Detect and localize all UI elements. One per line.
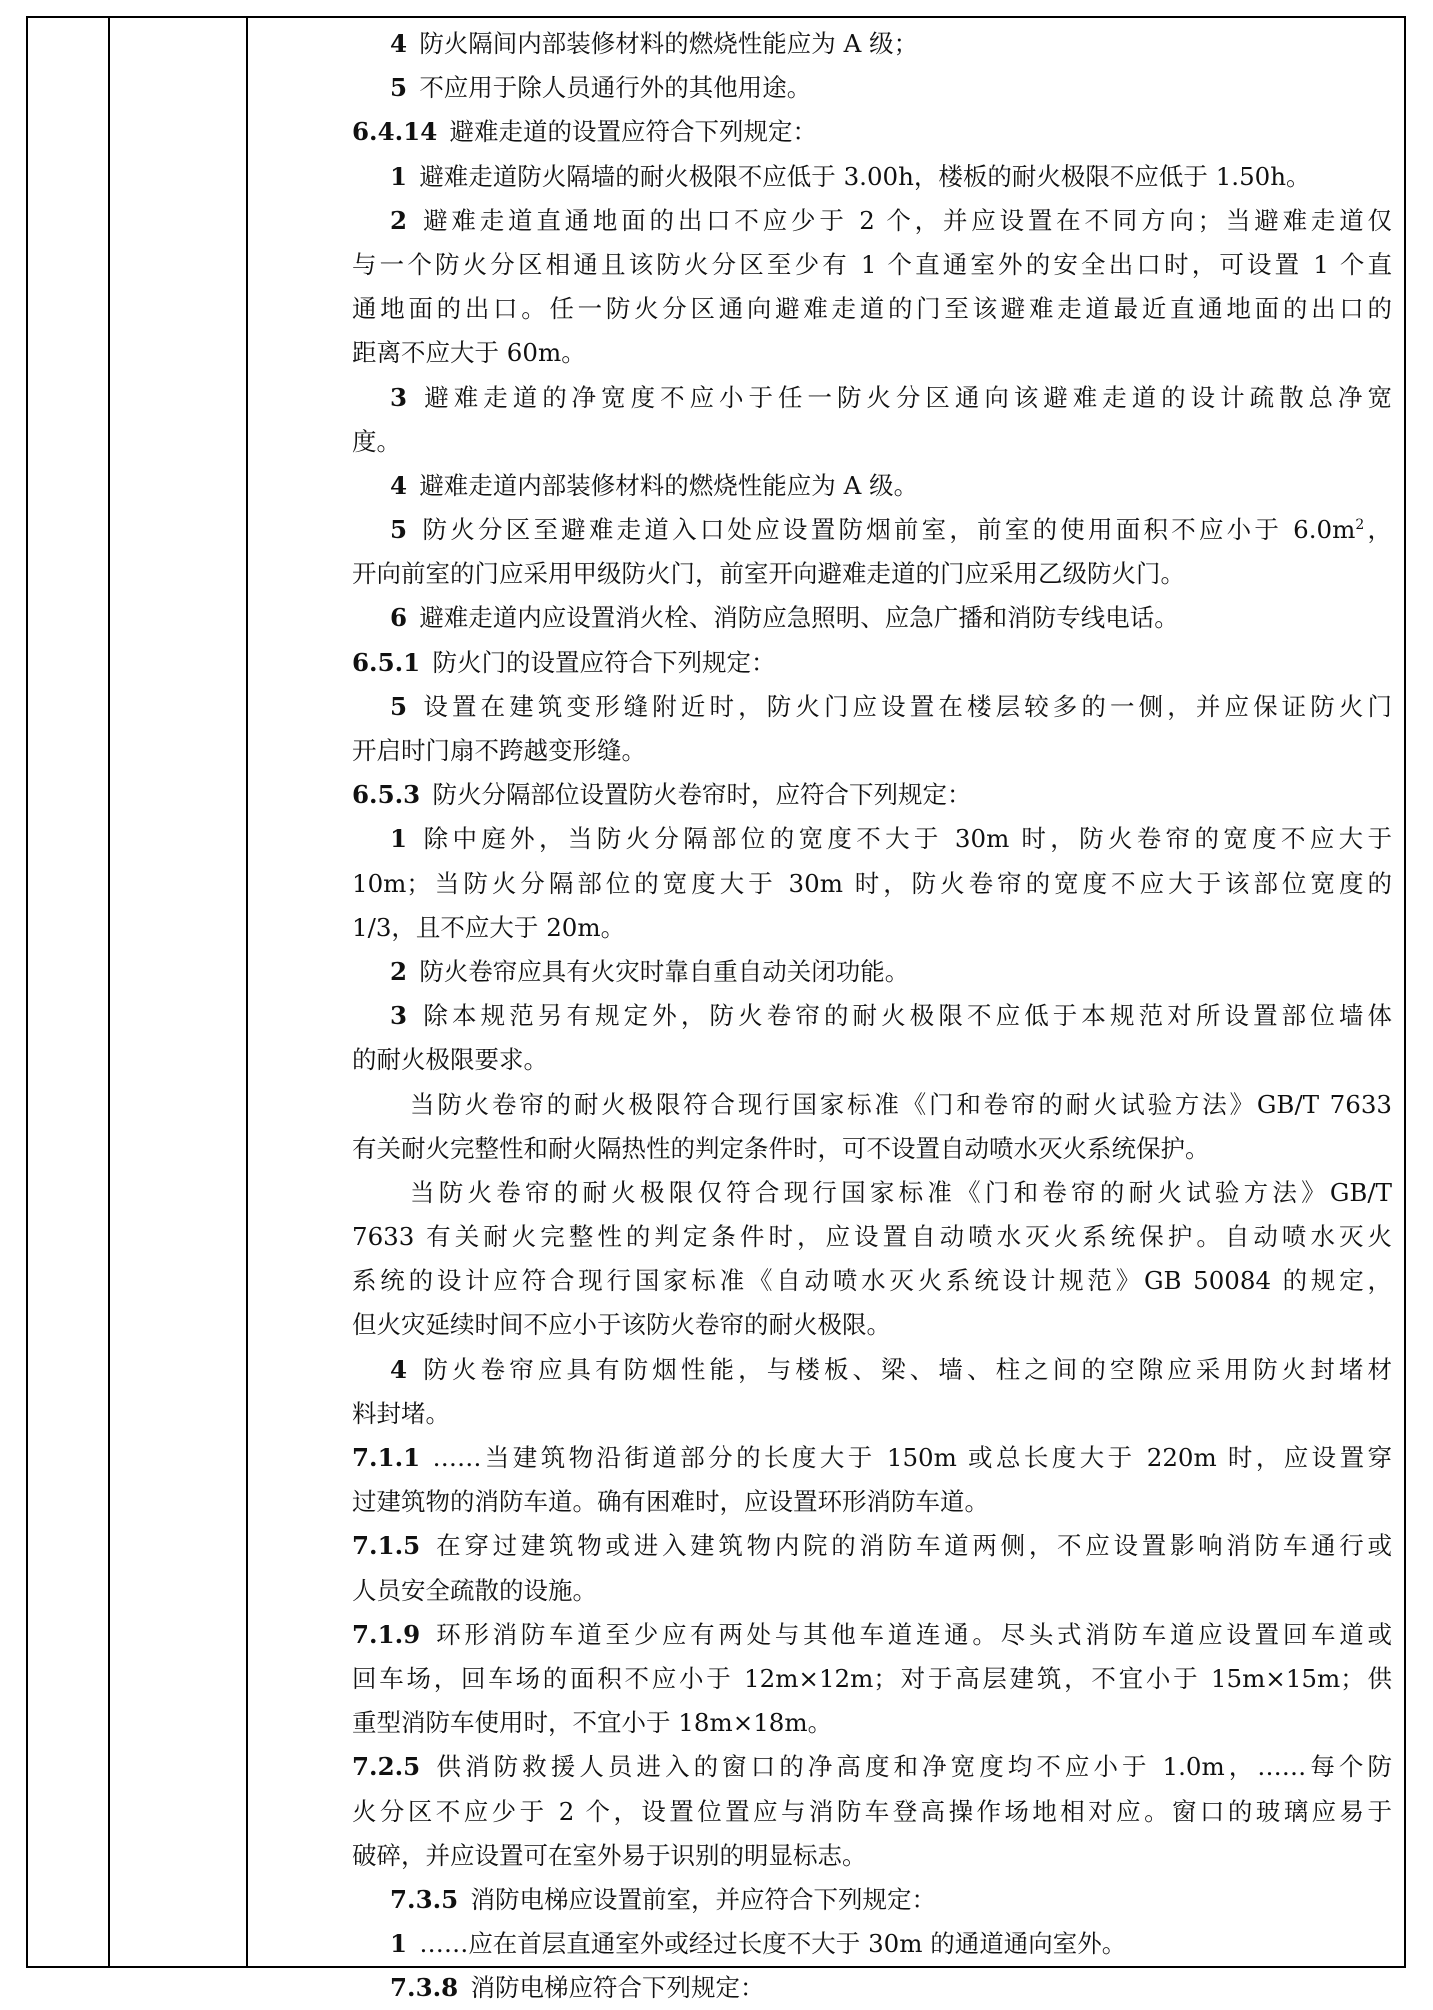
- text-line: [352, 1348, 1392, 1392]
- clause-text: 10m；当防火分隔部位的宽度大于 30m 时，防火卷帘的宽度不应大于该部位宽度的: [352, 868, 1392, 898]
- clause-text: 消防电梯应设置前室，并应符合下列规定：: [470, 1884, 936, 1914]
- clause-text: 过建筑物的消防车道。确有困难时，应设置环形消防车道。: [352, 1487, 989, 1517]
- clause-number: 1: [390, 161, 420, 191]
- text-line: [352, 773, 1392, 817]
- text-line: [352, 906, 1392, 950]
- clause-number: 6: [390, 603, 420, 633]
- clause-text-column: [338, 18, 1404, 2003]
- clause-text: ……当建筑物沿街道部分的长度大于 150m 或总长度大于 220m 时，应设置穿: [432, 1443, 1392, 1472]
- text-line: [352, 1215, 1392, 1259]
- clause-text: 人员安全疏散的设施。: [352, 1575, 597, 1605]
- text-line: [352, 1922, 1392, 1966]
- clause-text: 防火分区至避难走道入口处应设置防烟前室，前室的使用面积不应小于 6.0m: [419, 515, 1356, 545]
- clause-text: 料封堵。: [352, 1398, 450, 1428]
- clause-number: 1: [390, 1929, 420, 1959]
- clause-text: 环形消防车道至少应有两处与其他车道连通。尽头式消防车道应设置回车道或: [432, 1619, 1392, 1649]
- clause-text: 避难走道的设置应符合下列规定：: [449, 117, 817, 147]
- clause-text: 防火卷帘应具有防烟性能，与楼板、梁、墙、柱之间的空隙应采用防火封堵材: [419, 1354, 1392, 1384]
- text-line: [352, 1745, 1392, 1789]
- text-line: [352, 1392, 1392, 1436]
- text-line: [352, 1834, 1392, 1878]
- text-line: [352, 817, 1392, 861]
- clause-text: 当防火卷帘的耐火极限符合现行国家标准《门和卷帘的耐火试验方法》GB/T 7633: [410, 1089, 1392, 1119]
- clause-number: 6.4.14: [352, 117, 450, 147]
- text-line: [352, 464, 1392, 508]
- clause-text: 的耐火极限要求。: [352, 1045, 548, 1075]
- document-table: [26, 16, 1406, 2003]
- clause-number: 2: [390, 205, 420, 235]
- text-line: [352, 376, 1392, 420]
- clause-text: 当防火卷帘的耐火极限仅符合现行国家标准《门和卷帘的耐火试验方法》GB/T: [410, 1177, 1392, 1207]
- clause-text: 供消防救援人员进入的窗口的净高度和净宽度均不应小于 1.0m，……每个防: [432, 1752, 1392, 1782]
- clause-number: 6.5.3: [352, 780, 433, 810]
- clause-text: 在穿过建筑物或进入建筑物内院的消防车道两侧，不应设置影响消防车通行或: [432, 1531, 1392, 1561]
- text-line: [352, 1657, 1392, 1701]
- clause-text: 1/3，且不应大于 20m。: [352, 912, 626, 942]
- clause-text: 避难走道内应设置消火栓、消防应急照明、应急广播和消防专线电话。: [419, 603, 1179, 633]
- clause-number: 1: [390, 824, 420, 854]
- text-line: [352, 1127, 1392, 1171]
- clause-number: 7.1.5: [352, 1531, 433, 1561]
- text-line: [352, 1436, 1392, 1480]
- clause-text: 防火卷帘应具有火灾时靠自重自动关闭功能。: [419, 956, 910, 986]
- clause-number: 4: [390, 29, 420, 58]
- clause-text: 有关耐火完整性和耐火隔热性的判定条件时，可不设置自动喷水灭火系统保护。: [352, 1133, 1210, 1163]
- clause-text: 防火门的设置应符合下列规定：: [432, 647, 776, 677]
- clause-number: 3: [390, 382, 420, 412]
- text-line: [352, 1701, 1392, 1745]
- clause-text: 系统的设计应符合现行国家标准《自动喷水灭火系统设计规范》GB 50084 的规定，: [352, 1266, 1392, 1296]
- text-line: [352, 1083, 1392, 1127]
- clause-text: 开向前室的门应采用甲级防火门，前室开向避难走道的门应采用乙级防火门。: [352, 559, 1185, 589]
- clause-number: 7.3.8: [390, 1973, 471, 2003]
- clause-number: 7.3.5: [390, 1884, 471, 1914]
- text-line: [352, 199, 1392, 243]
- text-line: [352, 110, 1392, 154]
- text-line: [352, 1878, 1392, 1922]
- text-line: [352, 641, 1392, 685]
- superscript: 2: [1355, 516, 1365, 533]
- text-line: [352, 1524, 1392, 1568]
- text-line: [352, 862, 1392, 906]
- text-line: [352, 1303, 1392, 1347]
- clause-text: 设置在建筑变形缝附近时，防火门应设置在楼层较多的一侧，并应保证防火门: [419, 691, 1392, 721]
- text-line: [352, 1966, 1392, 2010]
- clause-number: 7.2.5: [352, 1752, 433, 1782]
- clause-text: 防火隔间内部装修材料的燃烧性能应为 A 级；: [419, 29, 919, 58]
- clause-number: 5: [390, 73, 420, 103]
- clause-text: 除本规范另有规定外，防火卷帘的耐火极限不应低于本规范对所设置部位墙体: [419, 1001, 1392, 1031]
- text-line: [352, 1790, 1392, 1834]
- clause-text: 与一个防火分区相通且该防火分区至少有 1 个直通室外的安全出口时，可设置 1 个直: [352, 249, 1392, 279]
- clause-text-tail: ，: [1364, 515, 1392, 545]
- text-line: [352, 331, 1392, 375]
- clause-number: 5: [390, 691, 420, 721]
- clause-number: 4: [390, 1354, 420, 1384]
- text-line: [352, 508, 1392, 552]
- clause-text: 不应用于除人员通行外的其他用途。: [419, 73, 812, 103]
- clause-text: 重型消防车使用时，不宜小于 18m×18m。: [352, 1708, 833, 1738]
- text-line: [352, 420, 1392, 464]
- text-line: [352, 1171, 1392, 1215]
- text-line: [352, 1038, 1392, 1082]
- text-line: [352, 685, 1392, 729]
- text-line: [352, 66, 1392, 110]
- column-divider: [108, 18, 110, 1966]
- column-divider: [246, 18, 248, 1966]
- clause-text: 防火分隔部位设置防火卷帘时，应符合下列规定：: [432, 780, 972, 810]
- clause-text: 但火灾延续时间不应小于该防火卷帘的耐火极限。: [352, 1310, 891, 1340]
- text-line: [352, 596, 1392, 640]
- clause-text: 7633 有关耐火完整性的判定条件时，应设置自动喷水灭火系统保护。自动喷水灭火: [352, 1222, 1392, 1252]
- clause-number: 2: [390, 956, 420, 986]
- text-line: [352, 1259, 1392, 1303]
- clause-text: 火分区不应少于 2 个，设置位置应与消防车登高操作场地相对应。窗口的玻璃应易于: [352, 1796, 1392, 1826]
- clause-number: 4: [390, 470, 420, 500]
- clause-text: 破碎，并应设置可在室外易于识别的明显标志。: [352, 1840, 867, 1870]
- text-line: [352, 243, 1392, 287]
- clause-number: 7.1.1: [352, 1443, 433, 1472]
- clause-text: 回车场，回车场的面积不应小于 12m×12m；对于高层建筑，不宜小于 15m×15m；供: [352, 1663, 1392, 1693]
- clause-text: 开启时门扇不跨越变形缝。: [352, 736, 646, 765]
- text-line: [352, 1613, 1392, 1657]
- clause-text: 避难走道内部装修材料的燃烧性能应为 A 级。: [419, 470, 919, 500]
- clause-text: 距离不应大于 60m。: [352, 338, 586, 368]
- clause-text: 度。: [352, 426, 401, 456]
- clause-text: 避难走道防火隔墙的耐火极限不应低于 3.00h，楼板的耐火极限不应低于 1.50h。: [419, 161, 1311, 191]
- text-line: [352, 22, 1392, 66]
- clause-text: 避难走道的净宽度不应小于任一防火分区通向该避难走道的设计疏散总净宽: [419, 382, 1392, 412]
- text-line: [352, 1569, 1392, 1613]
- clause-number: 3: [390, 1001, 420, 1031]
- clause-number: 7.1.9: [352, 1619, 433, 1649]
- clause-number: 6.5.1: [352, 647, 433, 677]
- clause-number: 5: [390, 515, 420, 545]
- clause-text: 消防电梯应符合下列规定：: [470, 1973, 765, 2003]
- text-line: [352, 1480, 1392, 1524]
- clause-text: ……应在首层直通室外或经过长度不大于 30m 的通道通向室外。: [419, 1929, 1127, 1959]
- clause-text: 除中庭外，当防火分隔部位的宽度不大于 30m 时，防火卷帘的宽度不应大于: [419, 824, 1392, 854]
- clause-text: 通地面的出口。任一防火分区通向避难走道的门至该避难走道最近直通地面的出口的: [352, 294, 1392, 324]
- text-line: [352, 950, 1392, 994]
- text-line: [352, 552, 1392, 596]
- text-line: [352, 729, 1392, 773]
- clause-text: 避难走道直通地面的出口不应少于 2 个，并应设置在不同方向；当避难走道仅: [419, 205, 1392, 235]
- text-line: [352, 155, 1392, 199]
- text-line: [352, 287, 1392, 331]
- text-line: [352, 994, 1392, 1038]
